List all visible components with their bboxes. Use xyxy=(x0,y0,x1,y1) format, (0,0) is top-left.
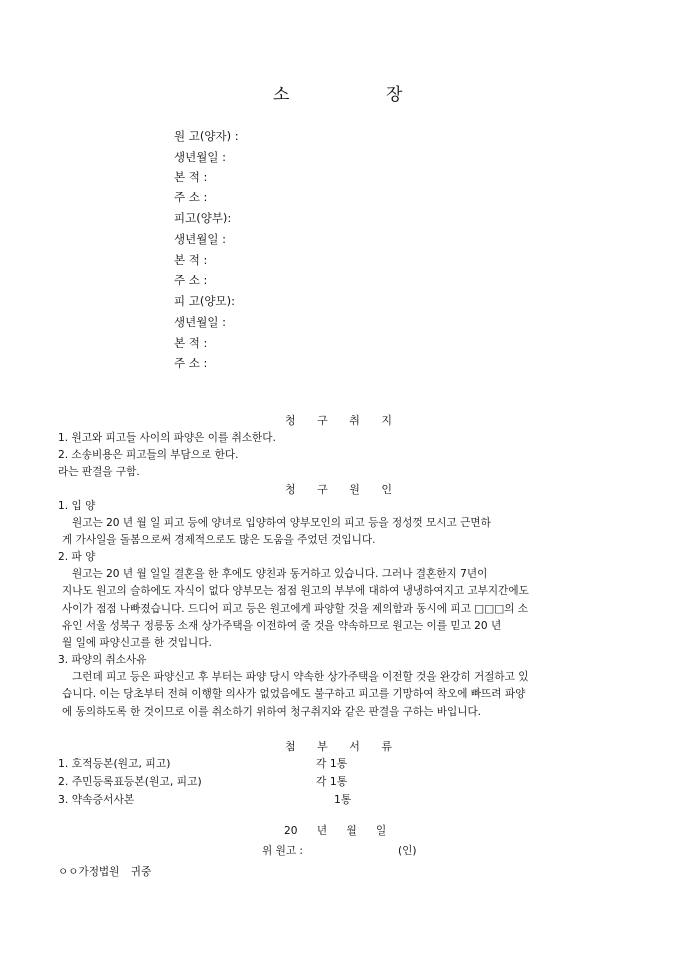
reason-line: 월 일에 파양신고를 한 것입니다. xyxy=(62,637,212,650)
attachment-name: 3. 약속증서사본 xyxy=(58,793,135,806)
party-line: 생년월일 : xyxy=(174,150,226,164)
attachment-qty: 각 1통 xyxy=(316,775,348,788)
reason-line: 사이가 점점 나빠졌습니다. 드디어 피고 등은 원고에게 파양할 것을 제의함과 동시에 피고 □□□의 소 xyxy=(62,602,529,615)
reason-heading-dissolution: 2. 파 양 xyxy=(58,551,96,563)
party-line: 주 소 : xyxy=(174,190,208,204)
reason-line: 원고는 20 년 월 일일 결혼을 한 후에도 양친과 동거하고 있습니다. 그러나 결혼한지 7년이 xyxy=(72,568,488,580)
party-line: 생년월일 : xyxy=(174,315,226,329)
party-line: 생년월일 : xyxy=(174,232,226,246)
reason-line: 지나도 원고의 슬하에도 자식이 없다 양부모는 점점 원고의 부부에 대하여 냉냉하여지고 고부지간에도 xyxy=(62,585,529,598)
attach-heading: 첨 부 서 류 xyxy=(285,740,392,753)
party-line: 본 적 : xyxy=(174,336,208,350)
party-line: 원 고(양자) : xyxy=(174,129,239,143)
reason-heading-cancel: 3. 파양의 취소사유 xyxy=(58,654,147,666)
reason-line: 원고는 20 년 월 일 피고 등에 양녀로 입양하여 양부모인의 피고 등을 정성껏 모시고 근면하 xyxy=(72,517,491,529)
seal-mark: (인) xyxy=(398,845,417,857)
party-line: 본 적 : xyxy=(174,170,208,184)
attachment-name: 2. 주민등록표등본(원고, 피고) xyxy=(58,775,202,788)
claim-line: 2. 소송비용은 피고들의 부담으로 한다. xyxy=(58,449,239,461)
reason-heading-adoption: 1. 입 양 xyxy=(58,500,96,512)
reason-line: 그런데 피고 등은 파양신고 후 부터는 파양 당시 약속한 상가주택을 이전할 것을 완강히 거절하고 있 xyxy=(72,671,529,683)
reason-line: 유인 서울 성북구 정릉동 소재 상가주택을 이전하여 줄 것을 약속하므로 원고는 이를 믿고 20 년 xyxy=(62,619,502,632)
attachment-name: 1. 호적등본(원고, 피고) xyxy=(58,757,171,770)
claim-line: 라는 판결을 구함. xyxy=(58,466,140,478)
claim-heading: 청 구 취 지 xyxy=(285,414,392,427)
signer-label: 위 원고 : xyxy=(262,845,304,857)
reason-paragraph-adoption xyxy=(62,515,632,550)
date-line: 20 년 월 일 xyxy=(284,825,387,837)
title-char-left: 소 xyxy=(273,85,290,105)
court-addressee: ㅇㅇ가정법원 귀중 xyxy=(58,866,152,878)
claim-line: 1. 원고와 피고들 사이의 파양은 이를 취소한다. xyxy=(58,432,276,444)
reason-line: 습니다. 이는 당초부터 전혀 이행할 의사가 없었음에도 불구하고 피고를 기망하여 착오에 빠뜨려 파양 xyxy=(62,688,526,701)
reason-line: 게 가사일을 돌봄으로써 경제적으로도 많은 도움을 주었던 것입니다. xyxy=(62,534,376,547)
attachment-qty: 1통 xyxy=(334,793,352,806)
title-char-right: 장 xyxy=(386,85,403,105)
party-line: 주 소 : xyxy=(174,273,208,287)
party-line: 본 적 : xyxy=(174,253,208,267)
reason-heading: 청 구 원 인 xyxy=(285,483,392,496)
party-line: 피 고(양모): xyxy=(174,294,235,308)
party-line: 피고(양부): xyxy=(174,211,232,225)
reason-paragraph-dissolution xyxy=(62,566,632,652)
party-line: 주 소 : xyxy=(174,356,208,370)
reason-line: 에 동의하도록 한 것이므로 이를 취소하기 위하여 청구취지와 같은 판결을 구하는 바입니다. xyxy=(62,705,482,718)
attachment-qty: 각 1통 xyxy=(316,757,348,770)
reason-paragraph-cancel xyxy=(62,669,632,721)
